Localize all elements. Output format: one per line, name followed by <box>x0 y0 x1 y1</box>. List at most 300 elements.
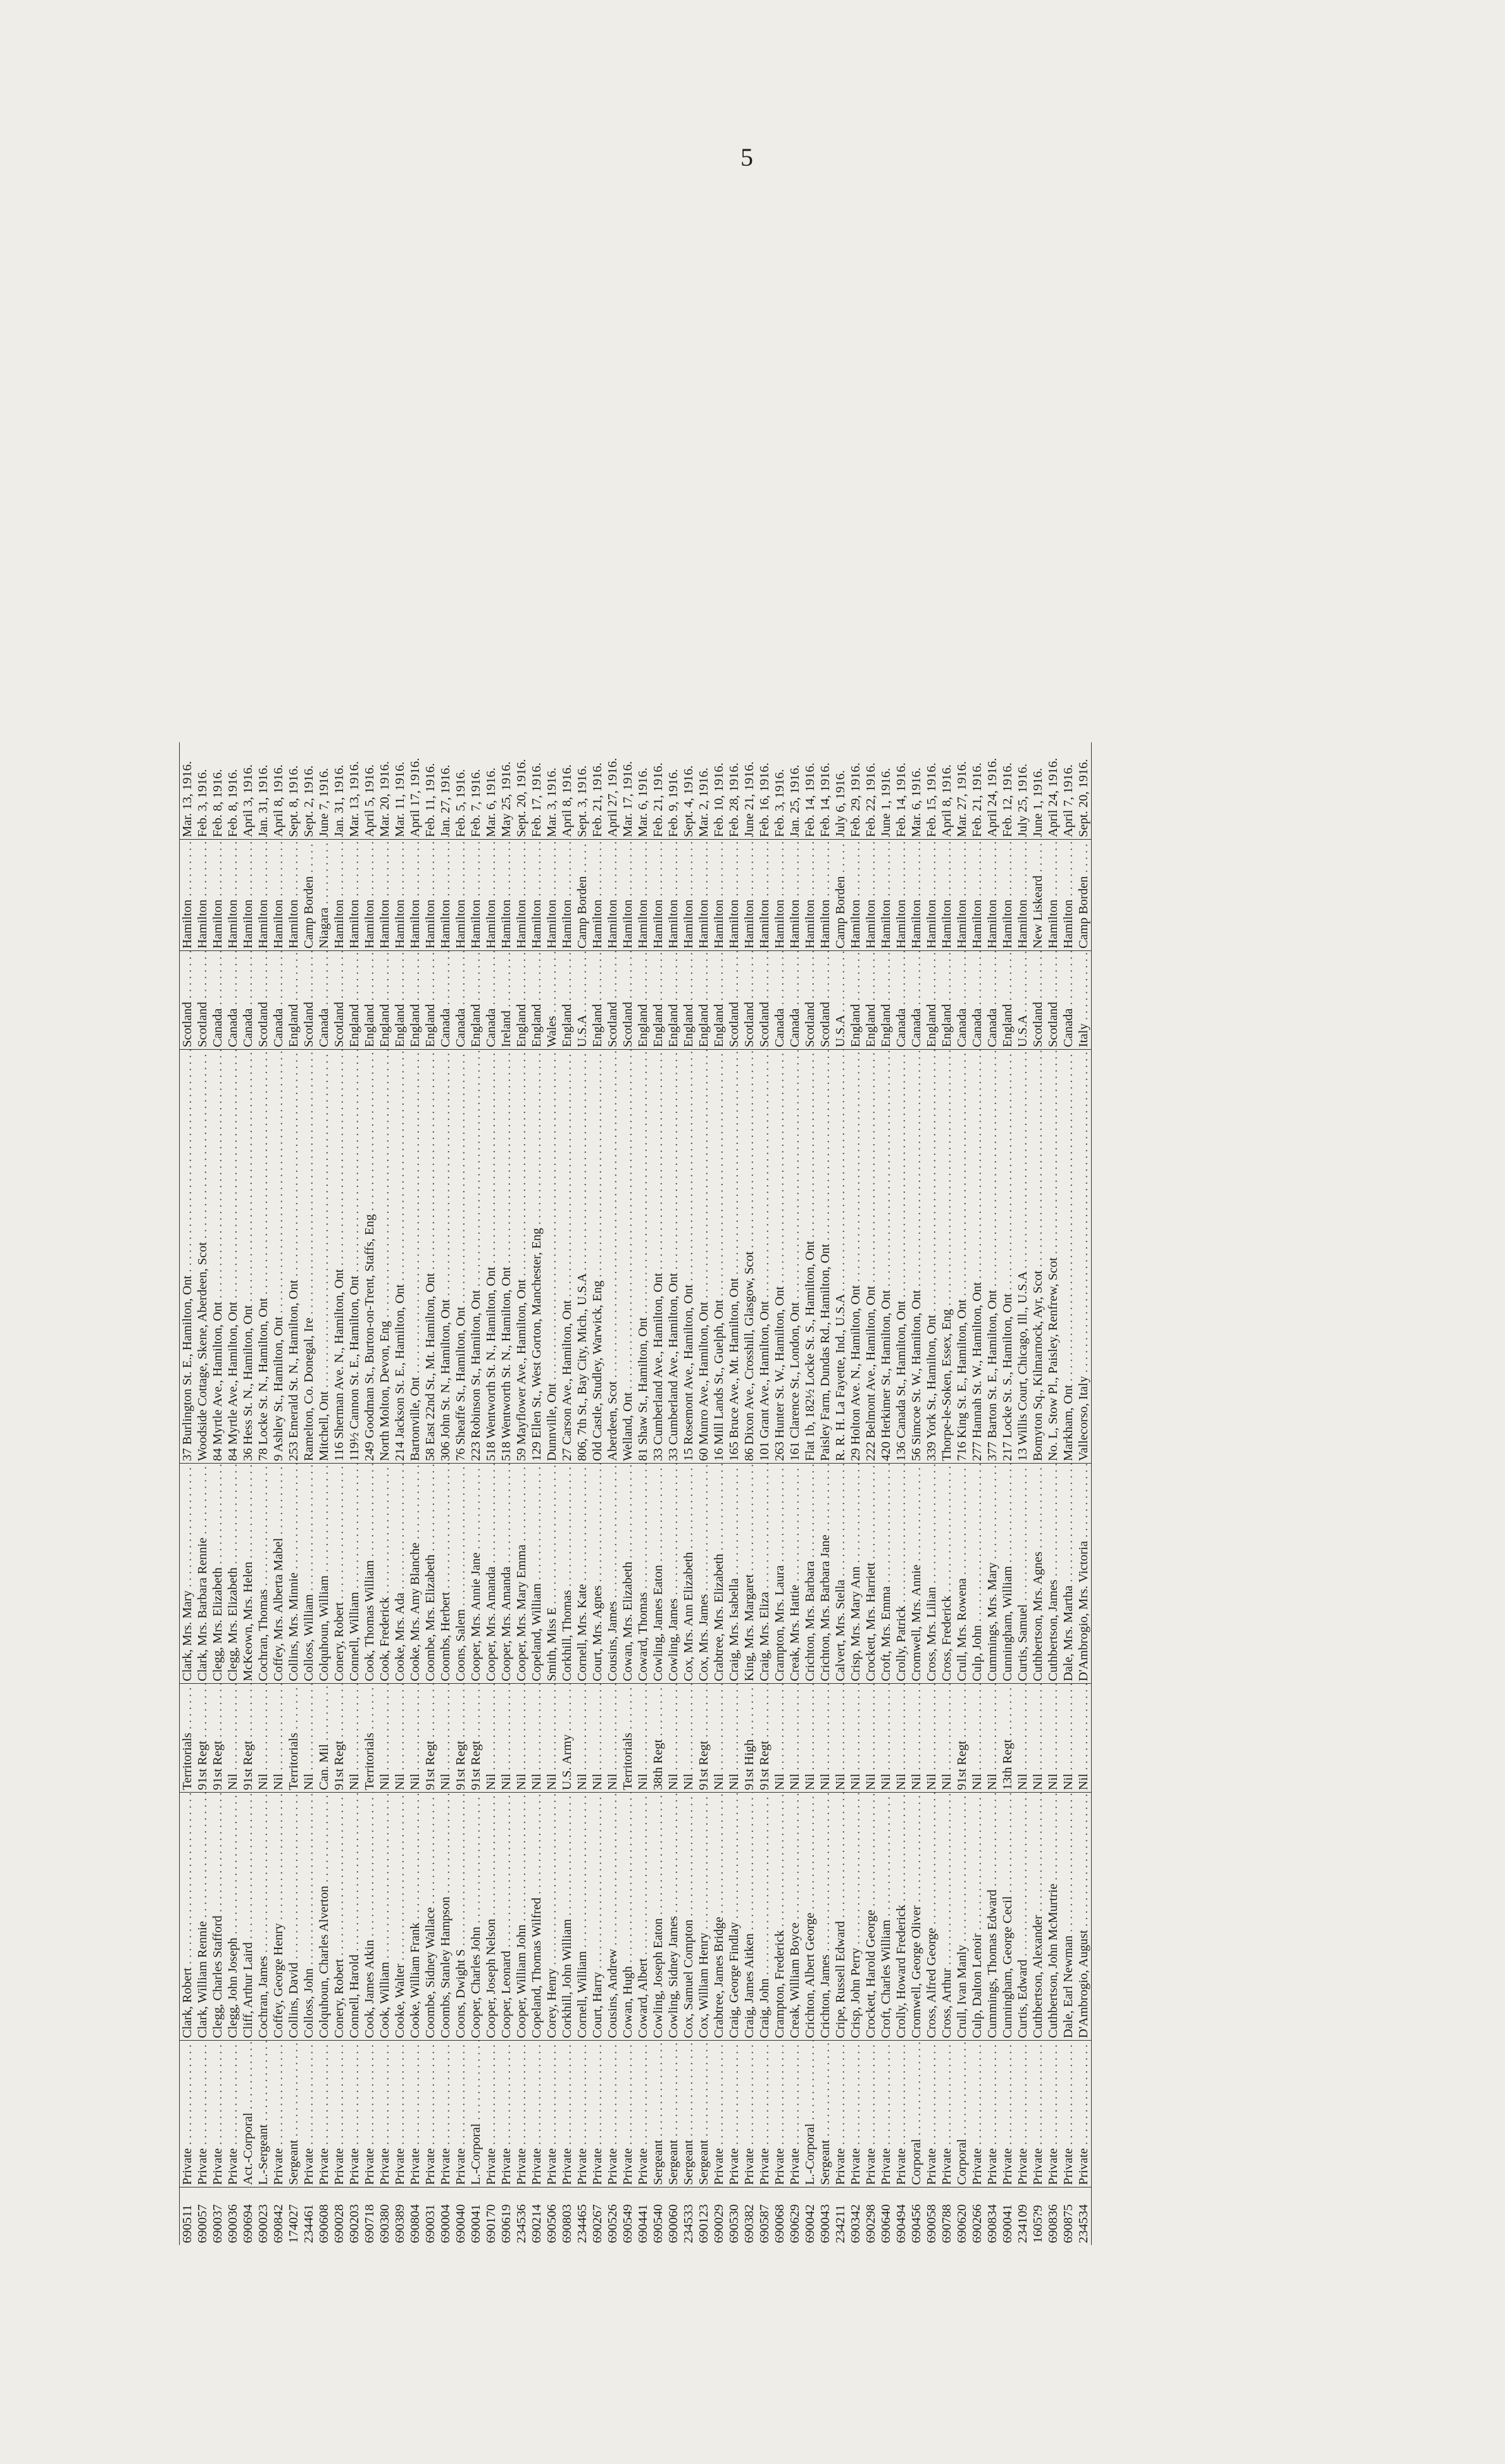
former-corps-cell: Nil . . . <box>863 1684 878 1793</box>
place-taken-on-strength-cell: Camp Borden . . . <box>575 840 590 951</box>
former-corps-cell: Nil . . . <box>301 1684 316 1793</box>
rank-cell: Private . . . <box>1000 2041 1015 2187</box>
country-of-birth-cell: U.S.A . . . <box>575 951 590 1050</box>
rank-cell: L.-Corporal . . . <box>468 2041 484 2187</box>
table-row <box>1076 742 1091 2245</box>
rank-cell: Private . . . <box>210 2041 225 2187</box>
next-of-kin-cell: Crichton, Mrs. Barbara . . . <box>802 1464 818 1684</box>
table-row <box>818 742 833 2245</box>
rank-cell: Private . . . <box>408 2041 423 2187</box>
soldier-name-cell: Conery, Robert . . . <box>332 1793 347 2041</box>
soldier-name-cell: Dale, Earl Newman . . . <box>1061 1793 1076 2041</box>
country-of-birth-cell: Canada . . . <box>240 951 256 1050</box>
regimental-number-cell: 690298 <box>864 2204 878 2243</box>
former-corps-cell: Territorials . . . <box>620 1684 635 1793</box>
rank-cell: Sergeant . . . <box>651 2041 666 2187</box>
place-taken-on-strength-cell: Hamilton . . . <box>818 840 833 951</box>
soldier-name-cell: Collins, David . . . <box>286 1793 301 2041</box>
former-corps-cell: Nil . . . <box>681 1684 696 1793</box>
next-of-kin-cell: Cowling, James Eaton . . . <box>651 1464 666 1684</box>
table-row <box>939 742 954 2245</box>
table-row <box>848 742 863 2245</box>
regimental-number-cell: 690023 <box>256 2204 270 2243</box>
country-of-birth-cell: Canada . . . <box>772 951 787 1050</box>
rank-cell: Private . . . <box>787 2041 802 2187</box>
next-of-kin-address-cell: 249 Goodman St., Burton-on-Trent, Staffs, Eng . . . <box>362 1050 377 1464</box>
soldier-name-cell: Colquhoun, Charles Alverton . . . <box>316 1793 332 2041</box>
rank-cell: Act.-Corporal . . . <box>240 2041 256 2187</box>
place-taken-on-strength-cell: Hamilton . . . <box>757 840 772 951</box>
soldier-name-cell: Croft, Charles William . . . <box>878 1793 894 2041</box>
next-of-kin-address-cell: 15 Rosemont Ave., Hamilton, Ont . . . <box>681 1050 696 1464</box>
table-row <box>377 742 392 2245</box>
date-taken-on-strength-cell: Feb. 10, 1916. <box>711 742 727 840</box>
soldier-name-cell: Court, Harry . . . <box>590 1793 605 2041</box>
country-of-birth-cell: England . . . <box>377 951 392 1050</box>
next-of-kin-cell: Coombs, Herbert . . . <box>438 1464 453 1684</box>
place-taken-on-strength-cell: Hamilton . . . <box>332 840 347 951</box>
soldier-name-cell: Cook, James Atkin . . . <box>362 1793 377 2041</box>
country-of-birth-cell: Scotland . . . <box>620 951 635 1050</box>
place-taken-on-strength-cell: Hamilton . . . <box>605 840 620 951</box>
next-of-kin-address-cell: 222 Belmont Ave., Hamilton, Ont . . . <box>863 1050 878 1464</box>
soldier-name-cell: Coward, Albert . . . <box>635 1793 651 2041</box>
soldier-name-cell: Cliff, Arthur Laird . . . <box>240 1793 256 2041</box>
next-of-kin-cell: Connell, William . . . <box>347 1464 362 1684</box>
place-taken-on-strength-cell: Hamilton . . . <box>347 840 362 951</box>
rank-cell: Private . . . <box>575 2041 590 2187</box>
place-taken-on-strength-cell: Hamilton . . . <box>392 840 408 951</box>
rank-cell: Private . . . <box>484 2041 499 2187</box>
date-taken-on-strength-cell: June 21, 1916. <box>742 742 757 840</box>
table-row <box>362 742 377 2245</box>
place-taken-on-strength-cell: Hamilton . . . <box>909 840 924 951</box>
place-taken-on-strength-cell: Hamilton . . . <box>438 840 453 951</box>
next-of-kin-address-cell: 37 Burlington St. E., Hamilton, Ont . . . <box>180 1050 195 1464</box>
date-taken-on-strength-cell: April 3, 1916. <box>240 742 256 840</box>
place-taken-on-strength-cell: Hamilton . . . <box>408 840 423 951</box>
soldier-name-cell: Craig, George Findlay . . . <box>727 1793 742 2041</box>
soldier-name-cell: Cox, William Henry . . . <box>696 1793 711 2041</box>
soldier-name-cell: Cunningham, George Cecil . . . <box>1000 1793 1015 2041</box>
former-corps-cell: Nil . . . <box>392 1684 408 1793</box>
rank-cell: Private . . . <box>377 2041 392 2187</box>
regimental-number-cell: 690043 <box>818 2204 832 2243</box>
next-of-kin-cell: Curtis, Samuel . . . <box>1015 1464 1030 1684</box>
former-corps-cell: U.S. Army . . . <box>559 1684 575 1793</box>
next-of-kin-address-cell: 518 Wentworth St. N., Hamilton, Ont . . . <box>499 1050 514 1464</box>
next-of-kin-cell: Cook, Thomas William . . . <box>362 1464 377 1684</box>
date-taken-on-strength-cell: June 1, 1916. <box>878 742 894 840</box>
next-of-kin-cell: Cox, Mrs. James . . . <box>696 1464 711 1684</box>
soldier-name-cell: Cross, Arthur . . . <box>939 1793 954 2041</box>
next-of-kin-address-cell: 9 Ashley St., Hamilton, Ont . . . <box>271 1050 286 1464</box>
table-row <box>894 742 909 2245</box>
rank-cell: Sergeant . . . <box>681 2041 696 2187</box>
regimental-number-cell: 690031 <box>423 2204 437 2243</box>
next-of-kin-address-cell: 59 Mayflower Ave., Hamilton, Ont . . . <box>514 1050 529 1464</box>
soldier-name-cell: Cuthbertson, Alexander . . . <box>1030 1793 1046 2041</box>
table-row <box>666 742 681 2245</box>
rank-cell: Private . . . <box>499 2041 514 2187</box>
rank-cell: Private . . . <box>605 2041 620 2187</box>
next-of-kin-cell: D'Ambrogio, Mrs. Victoria . . . <box>1076 1464 1091 1684</box>
next-of-kin-address-cell: Flat 1b, 182½ Locke St. S., Hamilton, Ont . . . <box>802 1050 818 1464</box>
next-of-kin-cell: Collins, Mrs. Minnie . . . <box>286 1464 301 1684</box>
former-corps-cell: Nil . . . <box>271 1684 286 1793</box>
next-of-kin-address-cell: Welland, Ont . . . <box>620 1050 635 1464</box>
rank-cell: Private . . . <box>848 2041 863 2187</box>
place-taken-on-strength-cell: Hamilton . . . <box>256 840 271 951</box>
next-of-kin-address-cell: 84 Myrtle Ave., Hamilton, Ont . . . <box>210 1050 225 1464</box>
date-taken-on-strength-cell: Feb. 11, 1916. <box>423 742 438 840</box>
page-number: 5 <box>740 143 753 171</box>
former-corps-cell: Nil . . . <box>727 1684 742 1793</box>
rank-cell: Private . . . <box>423 2041 438 2187</box>
place-taken-on-strength-cell: Hamilton . . . <box>681 840 696 951</box>
regimental-number-cell: 690267 <box>590 2204 604 2243</box>
date-taken-on-strength-cell: Feb. 3, 1916. <box>772 742 787 840</box>
table-row <box>863 742 878 2245</box>
next-of-kin-address-cell: 29 Holton Ave. N., Hamilton, Ont . . . <box>848 1050 863 1464</box>
rank-cell: Private . . . <box>833 2041 848 2187</box>
date-taken-on-strength-cell: June 7, 1916. <box>316 742 332 840</box>
soldier-name-cell: Crabtree, James Bridge . . . <box>711 1793 727 2041</box>
regimental-number-cell: 234461 <box>302 2204 316 2243</box>
date-taken-on-strength-cell: Sept. 2, 1916. <box>301 742 316 840</box>
next-of-kin-address-cell: Aberdeen, Scot . . . <box>605 1050 620 1464</box>
table-row <box>210 742 225 2245</box>
next-of-kin-cell: Cooper, Mrs. Amanda . . . <box>484 1464 499 1684</box>
next-of-kin-address-cell: 33 Cumberland Ave., Hamilton, Ont . . . <box>651 1050 666 1464</box>
regimental-number-cell: 234536 <box>515 2204 528 2243</box>
former-corps-cell: Nil . . . <box>1015 1684 1030 1793</box>
date-taken-on-strength-cell: Feb. 14, 1916. <box>818 742 833 840</box>
next-of-kin-address-cell: 84 Myrtle Ave., Hamilton, Ont . . . <box>225 1050 240 1464</box>
soldier-name-cell: Cook, William . . . <box>377 1793 392 2041</box>
former-corps-cell: Nil . . . <box>772 1684 787 1793</box>
soldier-name-cell: Crichton, James . . . <box>818 1793 833 2041</box>
country-of-birth-cell: England . . . <box>514 951 529 1050</box>
table-row <box>408 742 423 2245</box>
former-corps-cell: Nil . . . <box>985 1684 1000 1793</box>
table-row <box>559 742 575 2245</box>
country-of-birth-cell: England . . . <box>423 951 438 1050</box>
country-of-birth-cell: England . . . <box>362 951 377 1050</box>
rank-cell: Private . . . <box>742 2041 757 2187</box>
table-row <box>468 742 484 2245</box>
table-row <box>878 742 894 2245</box>
country-of-birth-cell: England . . . <box>635 951 651 1050</box>
date-taken-on-strength-cell: Mar. 17, 1916. <box>620 742 635 840</box>
rank-cell: Private . . . <box>894 2041 909 2187</box>
table-row <box>787 742 802 2245</box>
regimental-number-cell: 690836 <box>1046 2204 1060 2243</box>
soldier-name-cell: Crolly, Howard Frederick . . . <box>894 1793 909 2041</box>
date-taken-on-strength-cell: Feb. 21, 1916. <box>651 742 666 840</box>
next-of-kin-address-cell: R. R. H. La Fayette, Ind., U.S.A . . . <box>833 1050 848 1464</box>
table-row <box>332 742 347 2245</box>
soldier-name-cell: Corey, Henry . . . <box>544 1793 559 2041</box>
next-of-kin-address-cell: 33 Cumberland Ave., Hamilton, Ont . . . <box>666 1050 681 1464</box>
next-of-kin-address-cell: 76 Sheaffe St., Hamilton, Ont . . . <box>453 1050 468 1464</box>
place-taken-on-strength-cell: Hamilton . . . <box>286 840 301 951</box>
next-of-kin-address-cell: 420 Herkimer St., Hamilton, Ont . . . <box>878 1050 894 1464</box>
place-taken-on-strength-cell: Hamilton . . . <box>1061 840 1076 951</box>
date-taken-on-strength-cell: Mar. 13, 1916. <box>180 742 195 840</box>
next-of-kin-cell: Colloss, William . . . <box>301 1464 316 1684</box>
former-corps-cell: Nil . . . <box>848 1684 863 1793</box>
next-of-kin-cell: Coward, Thomas . . . <box>635 1464 651 1684</box>
next-of-kin-address-cell: Old Castle, Studley, Warwick, Eng . . . <box>590 1050 605 1464</box>
next-of-kin-address-cell: 161 Clarence St., London, Ont . . . <box>787 1050 802 1464</box>
country-of-birth-cell: U.S.A . . . <box>1015 951 1030 1050</box>
soldier-name-cell: Cox, Samuel Compton . . . <box>681 1793 696 2041</box>
next-of-kin-address-cell: 13 Willis Court, Chicago, Ill., U.S.A . . . <box>1015 1050 1030 1464</box>
place-taken-on-strength-cell: Hamilton . . . <box>924 840 939 951</box>
date-taken-on-strength-cell: April 8, 1916. <box>559 742 575 840</box>
country-of-birth-cell: England . . . <box>924 951 939 1050</box>
rank-cell: Corporal . . . <box>909 2041 924 2187</box>
table-row <box>271 742 286 2245</box>
soldier-name-cell: Crull, Ivan Manly . . . <box>954 1793 970 2041</box>
place-taken-on-strength-cell: Hamilton . . . <box>985 840 1000 951</box>
former-corps-cell: Nil . . . <box>377 1684 392 1793</box>
next-of-kin-cell: Cook, Frederick . . . <box>377 1464 392 1684</box>
soldier-name-cell: Coons, Dwight S . . . <box>453 1793 468 2041</box>
former-corps-cell: 91st Regt . . . <box>453 1684 468 1793</box>
place-taken-on-strength-cell: Hamilton . . . <box>514 840 529 951</box>
next-of-kin-cell: King, Mrs. Margaret . . . <box>742 1464 757 1684</box>
regimental-number-cell: 690068 <box>773 2204 787 2243</box>
next-of-kin-cell: Craig, Mrs. Isabella . . . <box>727 1464 742 1684</box>
rank-cell: Private . . . <box>1030 2041 1046 2187</box>
date-taken-on-strength-cell: Feb. 29, 1916. <box>848 742 863 840</box>
country-of-birth-cell: Scotland . . . <box>818 951 833 1050</box>
place-taken-on-strength-cell: Hamilton . . . <box>772 840 787 951</box>
place-taken-on-strength-cell: Hamilton . . . <box>362 840 377 951</box>
place-taken-on-strength-cell: Hamilton . . . <box>529 840 544 951</box>
next-of-kin-address-cell: 136 Canada St., Hamilton, Ont . . . <box>894 1050 909 1464</box>
former-corps-cell: Nil . . . <box>909 1684 924 1793</box>
table-row <box>286 742 301 2245</box>
place-taken-on-strength-cell: Hamilton . . . <box>1046 840 1061 951</box>
regimental-number-cell: 690842 <box>272 2204 285 2243</box>
date-taken-on-strength-cell: Feb. 5, 1916. <box>453 742 468 840</box>
regimental-number-cell: 690494 <box>894 2204 908 2243</box>
rank-cell: Private . . . <box>590 2041 605 2187</box>
table-row <box>240 742 256 2245</box>
next-of-kin-cell: Cooke, Mrs. Amy Blanche . . . <box>408 1464 423 1684</box>
place-taken-on-strength-cell: Hamilton . . . <box>225 840 240 951</box>
date-taken-on-strength-cell: Feb. 7, 1916. <box>468 742 484 840</box>
next-of-kin-cell: Clark, Mrs. Mary . . . <box>180 1464 195 1684</box>
regimental-number-cell: 690004 <box>439 2204 453 2243</box>
next-of-kin-cell: Coombe, Mrs. Elizabeth . . . <box>423 1464 438 1684</box>
date-taken-on-strength-cell: Mar. 6, 1916. <box>635 742 651 840</box>
former-corps-cell: Nil . . . <box>802 1684 818 1793</box>
soldier-name-cell: Cooper, William John . . . <box>514 1793 529 2041</box>
next-of-kin-cell: Cowling, James . . . <box>666 1464 681 1684</box>
regimental-number-cell: 234465 <box>575 2204 589 2243</box>
next-of-kin-address-cell: 806, 7th St., Bay City, Mich., U.S.A . . . <box>575 1050 590 1464</box>
date-taken-on-strength-cell: Feb. 14, 1916. <box>802 742 818 840</box>
country-of-birth-cell: England . . . <box>468 951 484 1050</box>
place-taken-on-strength-cell: Hamilton . . . <box>1000 840 1015 951</box>
rank-cell: Private . . . <box>772 2041 787 2187</box>
next-of-kin-cell: Coffey, Mrs. Alberta Mabel . . . <box>271 1464 286 1684</box>
next-of-kin-address-cell: 58 East 22nd St., Mt. Hamilton, Ont . . . <box>423 1050 438 1464</box>
table-row <box>727 742 742 2245</box>
regimental-number-cell: 690057 <box>196 2204 209 2243</box>
country-of-birth-cell: Canada . . . <box>271 951 286 1050</box>
next-of-kin-cell: Smith, Miss E . . . <box>544 1464 559 1684</box>
regimental-number-cell: 690788 <box>940 2204 954 2243</box>
date-taken-on-strength-cell: April 24, 1916. <box>1046 742 1061 840</box>
table-row <box>180 742 195 2245</box>
table-row <box>620 742 635 2245</box>
table-row <box>423 742 438 2245</box>
regimental-number-cell: 234533 <box>682 2204 696 2243</box>
former-corps-cell: Nil . . . <box>484 1684 499 1793</box>
country-of-birth-cell: Scotland . . . <box>332 951 347 1050</box>
place-taken-on-strength-cell: Hamilton . . . <box>499 840 514 951</box>
place-taken-on-strength-cell: Hamilton . . . <box>696 840 711 951</box>
table-row <box>802 742 818 2245</box>
soldier-name-cell: Cooper, Joseph Nelson . . . <box>484 1793 499 2041</box>
place-taken-on-strength-cell: Hamilton . . . <box>453 840 468 951</box>
country-of-birth-cell: Wales . . . <box>544 951 559 1050</box>
former-corps-cell: Nil . . . <box>924 1684 939 1793</box>
former-corps-cell: Nil . . . <box>590 1684 605 1793</box>
rank-cell: Private . . . <box>362 2041 377 2187</box>
next-of-kin-cell: Cross, Frederick . . . <box>939 1464 954 1684</box>
table-row <box>1030 742 1046 2245</box>
next-of-kin-cell: Clegg, Mrs. Elizabeth . . . <box>225 1464 240 1684</box>
soldier-name-cell: Colloss, John . . . <box>301 1793 316 2041</box>
next-of-kin-cell: Crull, Mrs. Rowena . . . <box>954 1464 970 1684</box>
place-taken-on-strength-cell: Hamilton . . . <box>666 840 681 951</box>
next-of-kin-cell: Cooke, Mrs. Ada . . . <box>392 1464 408 1684</box>
country-of-birth-cell: Scotland . . . <box>256 951 271 1050</box>
former-corps-cell: 91st Regt . . . <box>468 1684 484 1793</box>
table-row <box>970 742 985 2245</box>
former-corps-cell: Nil . . . <box>711 1684 727 1793</box>
rank-cell: Private . . . <box>453 2041 468 2187</box>
next-of-kin-cell: Creak, Mrs. Hattie . . . <box>787 1464 802 1684</box>
regimental-number-cell: 690629 <box>788 2204 802 2243</box>
soldier-name-cell: Cornell, William . . . <box>575 1793 590 2041</box>
rank-cell: Corporal . . . <box>954 2041 970 2187</box>
country-of-birth-cell: Canada . . . <box>225 951 240 1050</box>
soldier-name-cell: Cromwell, George Oliver . . . <box>909 1793 924 2041</box>
country-of-birth-cell: Canada . . . <box>484 951 499 1050</box>
former-corps-cell: Nil . . . <box>1046 1684 1061 1793</box>
place-taken-on-strength-cell: New Liskeard . . . <box>1030 840 1046 951</box>
regimental-number-cell: 690342 <box>849 2204 863 2243</box>
former-corps-cell: 91st Regt . . . <box>210 1684 225 1793</box>
regimental-number-cell: 690640 <box>879 2204 893 2243</box>
country-of-birth-cell: England . . . <box>863 951 878 1050</box>
rank-cell: Private . . . <box>180 2041 195 2187</box>
next-of-kin-cell: Cousins, James . . . <box>605 1464 620 1684</box>
table-row <box>1046 742 1061 2245</box>
country-of-birth-cell: Scotland . . . <box>605 951 620 1050</box>
date-taken-on-strength-cell: June 1, 1916. <box>1030 742 1046 840</box>
next-of-kin-address-cell: 129 Ellen St., West Gorton, Manchester, Eng . . . <box>529 1050 544 1464</box>
next-of-kin-address-cell: 27 Carson Ave., Hamilton, Ont . . . <box>559 1050 575 1464</box>
table-row <box>696 742 711 2245</box>
table-row <box>605 742 620 2245</box>
date-taken-on-strength-cell: Feb. 14, 1916. <box>894 742 909 840</box>
date-taken-on-strength-cell: April 8, 1916. <box>939 742 954 840</box>
rank-cell: Private . . . <box>1015 2041 1030 2187</box>
next-of-kin-address-cell: 377 Barton St. E., Hamilton, Ont . . . <box>985 1050 1000 1464</box>
country-of-birth-cell: England . . . <box>878 951 894 1050</box>
country-of-birth-cell: Canada . . . <box>954 951 970 1050</box>
place-taken-on-strength-cell: Hamilton . . . <box>484 840 499 951</box>
next-of-kin-address-cell: 36 Hess St. N., Hamilton, Ont . . . <box>240 1050 256 1464</box>
former-corps-cell: Nil . . . <box>818 1684 833 1793</box>
soldier-name-cell: Cowan, Hugh . . . <box>620 1793 635 2041</box>
next-of-kin-address-cell: 306 John St. N., Hamilton, Ont . . . <box>438 1050 453 1464</box>
regimental-number-cell: 690441 <box>636 2204 650 2243</box>
soldier-name-cell: Cooper, Charles John . . . <box>468 1793 484 2041</box>
soldier-name-cell: Culp, Dalton Lenoir . . . <box>970 1793 985 2041</box>
country-of-birth-cell: Scotland . . . <box>727 951 742 1050</box>
regimental-number-cell: 690214 <box>530 2204 544 2243</box>
table-row <box>772 742 787 2245</box>
next-of-kin-cell: Cornell, Mrs. Kate . . . <box>575 1464 590 1684</box>
country-of-birth-cell: England . . . <box>286 951 301 1050</box>
country-of-birth-cell: Canada . . . <box>210 951 225 1050</box>
soldier-name-cell: Creak, William Boyce . . . <box>787 1793 802 2041</box>
next-of-kin-address-cell: Paisley Farm, Dundas Rd., Hamilton, Ont . . . <box>818 1050 833 1464</box>
date-taken-on-strength-cell: Mar. 6, 1916. <box>484 742 499 840</box>
rank-cell: Sergeant . . . <box>666 2041 681 2187</box>
rank-cell: Private . . . <box>271 2041 286 2187</box>
date-taken-on-strength-cell: Feb. 8, 1916. <box>225 742 240 840</box>
rank-cell: Private . . . <box>878 2041 894 2187</box>
regimental-number-cell: 690511 <box>180 2205 194 2243</box>
soldier-name-cell: Cuthbertson, John McMurtrie . . . <box>1046 1793 1061 2041</box>
place-taken-on-strength-cell: Hamilton . . . <box>802 840 818 951</box>
former-corps-cell: Nil . . . <box>970 1684 985 1793</box>
date-taken-on-strength-cell: Jan. 25, 1916. <box>787 742 802 840</box>
next-of-kin-address-cell: 263 Hunter St. W., Hamilton, Ont . . . <box>772 1050 787 1464</box>
country-of-birth-cell: Canada . . . <box>438 951 453 1050</box>
next-of-kin-cell: Calvert, Mrs. Stella . . . <box>833 1464 848 1684</box>
next-of-kin-cell: Crabtree, Mrs. Elizabeth . . . <box>711 1464 727 1684</box>
next-of-kin-cell: Croft, Mrs. Emma . . . <box>878 1464 894 1684</box>
table-row <box>954 742 970 2245</box>
next-of-kin-address-cell: 716 King St. E., Hamilton, Ont . . . <box>954 1050 970 1464</box>
table-row <box>711 742 727 2245</box>
table-row <box>225 742 240 2245</box>
next-of-kin-address-cell: 101 Grant Ave., Hamilton, Ont . . . <box>757 1050 772 1464</box>
next-of-kin-address-cell: Markham, Ont . . . <box>1061 1050 1076 1464</box>
next-of-kin-cell: Cromwell, Mrs. Annie . . . <box>909 1464 924 1684</box>
date-taken-on-strength-cell: Feb. 15, 1916. <box>924 742 939 840</box>
place-taken-on-strength-cell: Hamilton . . . <box>635 840 651 951</box>
next-of-kin-address-cell: 277 Hannah St. W., Hamilton, Ont . . . <box>970 1050 985 1464</box>
place-taken-on-strength-cell: Hamilton . . . <box>970 840 985 951</box>
next-of-kin-address-cell: Bartonville, Ont . . . <box>408 1050 423 1464</box>
regimental-number-cell: 690804 <box>408 2204 422 2243</box>
rank-cell: Private . . . <box>727 2041 742 2187</box>
table-row <box>438 742 453 2245</box>
regimental-number-cell: 690549 <box>621 2204 635 2243</box>
